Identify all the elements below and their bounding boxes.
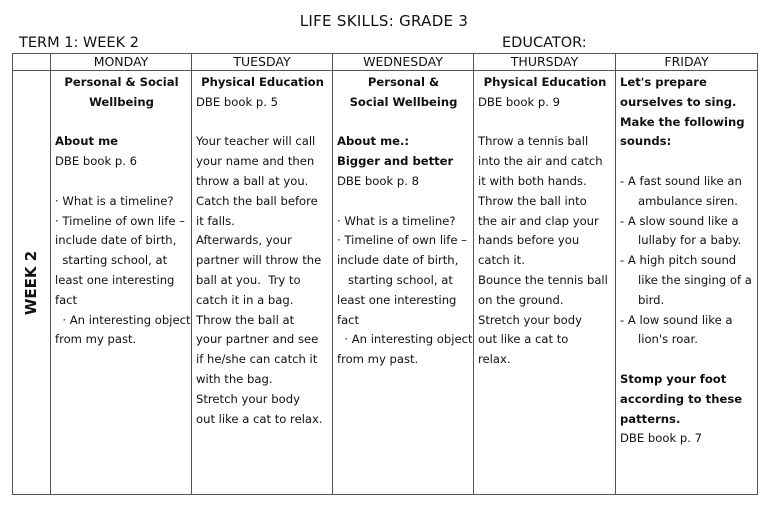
header-wednesday: WEDNESDAY bbox=[333, 54, 474, 71]
weekly-plan-table bbox=[12, 53, 758, 495]
friday-closing bbox=[620, 370, 754, 429]
text-line: catch it in a bag. bbox=[196, 292, 294, 307]
tuesday-heading: Physical Education bbox=[201, 75, 324, 89]
week-label: WEEK 2 bbox=[21, 250, 40, 315]
text-line: starting school, at bbox=[55, 253, 168, 268]
text-line: · What is a timeline? bbox=[55, 193, 174, 208]
text-line: - A slow sound like a lullaby for a baby. bbox=[620, 213, 742, 248]
thursday-cell bbox=[474, 71, 616, 495]
wednesday-heading-1: Personal & bbox=[367, 75, 440, 89]
text-line: include date of birth, bbox=[337, 253, 459, 268]
tuesday-lines bbox=[196, 132, 329, 429]
friday-book: DBE book p. 7 bbox=[620, 431, 702, 446]
text-line: hands before you bbox=[478, 233, 580, 248]
text-line: least one interesting bbox=[337, 292, 457, 307]
text-line: from my past. bbox=[55, 332, 137, 347]
text-line: sounds: bbox=[620, 134, 672, 149]
header-monday: MONDAY bbox=[51, 54, 192, 71]
text-line: your partner and see bbox=[196, 332, 319, 347]
text-line: Stomp your foot bbox=[620, 371, 727, 386]
text-line: least one interesting bbox=[55, 272, 175, 287]
text-line: Bounce the tennis ball bbox=[478, 272, 608, 287]
monday-cell bbox=[51, 71, 192, 495]
text-line: - A low sound like a lion's roar. bbox=[620, 312, 733, 347]
text-line: relax. bbox=[478, 352, 511, 367]
wednesday-lines bbox=[337, 212, 473, 370]
week-label-cell bbox=[13, 71, 51, 495]
tuesday-cell bbox=[192, 71, 333, 495]
text-line: - A high pitch sound like the singing of a bird. bbox=[620, 253, 752, 307]
monday-book: DBE book p. 6 bbox=[55, 154, 137, 169]
text-line: patterns. bbox=[620, 411, 681, 426]
text-line: from my past. bbox=[337, 352, 419, 367]
text-line: · What is a timeline? bbox=[337, 213, 456, 228]
page-title: LIFE SKILLS: GRADE 3 bbox=[299, 12, 469, 30]
monday-lines bbox=[55, 192, 191, 350]
thursday-book: DBE book p. 9 bbox=[478, 94, 560, 109]
text-line: include date of birth, bbox=[55, 233, 177, 248]
text-line: into the air and catch bbox=[478, 154, 603, 169]
text-line: ball at you. Try to bbox=[196, 272, 301, 287]
text-line: Throw the ball at bbox=[196, 312, 295, 327]
text-line: Throw a tennis ball bbox=[478, 134, 589, 149]
wednesday-subheading: Bigger and better bbox=[337, 154, 454, 169]
day-header-row bbox=[13, 54, 758, 71]
header-thursday: THURSDAY bbox=[474, 54, 616, 71]
text-line: catch it. bbox=[478, 253, 525, 268]
text-line: · An interesting object bbox=[55, 312, 191, 327]
text-line: Stretch your body bbox=[478, 312, 582, 327]
text-line: ourselves to sing. bbox=[620, 94, 737, 109]
text-line: partner will throw the bbox=[196, 253, 322, 268]
text-line: - A fast sound like an ambulance siren. bbox=[620, 173, 742, 208]
text-line: fact bbox=[337, 312, 360, 327]
header-friday: FRIDAY bbox=[616, 54, 758, 71]
text-line: with the bag. bbox=[196, 371, 273, 386]
text-line: Your teacher will call bbox=[196, 134, 316, 149]
wednesday-cell bbox=[333, 71, 474, 495]
week-row bbox=[13, 71, 758, 495]
text-line: out like a cat to relax. bbox=[196, 411, 323, 426]
header-tuesday: TUESDAY bbox=[192, 54, 333, 71]
text-line: it falls. bbox=[196, 213, 235, 228]
friday-sounds bbox=[620, 172, 754, 350]
text-line: · Timeline of own life – bbox=[337, 233, 467, 248]
text-line: it with both hands. bbox=[478, 173, 587, 188]
text-line: Let's prepare bbox=[620, 75, 707, 89]
text-line: Afterwards, your bbox=[196, 233, 292, 248]
text-line: on the ground. bbox=[478, 292, 564, 307]
educator-label: EDUCATOR: bbox=[502, 35, 587, 51]
text-line: your name and then bbox=[196, 154, 315, 169]
wednesday-book: DBE book p. 8 bbox=[337, 173, 419, 188]
monday-heading-2: Wellbeing bbox=[89, 94, 154, 109]
monday-about: About me bbox=[55, 134, 119, 149]
text-line: Throw the ball into bbox=[478, 193, 587, 208]
thursday-lines bbox=[478, 132, 612, 370]
text-line: · An interesting object bbox=[337, 332, 473, 347]
friday-intro bbox=[620, 73, 754, 152]
text-line: fact bbox=[55, 292, 78, 307]
text-line: if he/she can catch it bbox=[196, 352, 318, 367]
text-line: Make the following bbox=[620, 114, 745, 129]
text-line: the air and clap your bbox=[478, 213, 599, 228]
text-line: Catch the ball before bbox=[196, 193, 318, 208]
text-line: starting school, at bbox=[337, 272, 453, 287]
friday-cell bbox=[616, 71, 758, 495]
thursday-heading: Physical Education bbox=[483, 75, 607, 89]
tuesday-book: DBE book p. 5 bbox=[196, 94, 278, 109]
text-line: out like a cat to bbox=[478, 332, 569, 347]
text-line: throw a ball at you. bbox=[196, 173, 309, 188]
wednesday-about: About me.: bbox=[337, 134, 410, 149]
text-line: · Timeline of own life – bbox=[55, 213, 185, 228]
wednesday-heading-2: Social Wellbeing bbox=[349, 94, 458, 109]
text-line: Stretch your body bbox=[196, 391, 300, 406]
monday-heading-1: Personal & Social bbox=[64, 75, 179, 89]
corner-cell bbox=[13, 54, 51, 71]
term-week-label: TERM 1: WEEK 2 bbox=[19, 35, 139, 51]
text-line: according to these bbox=[620, 391, 743, 406]
